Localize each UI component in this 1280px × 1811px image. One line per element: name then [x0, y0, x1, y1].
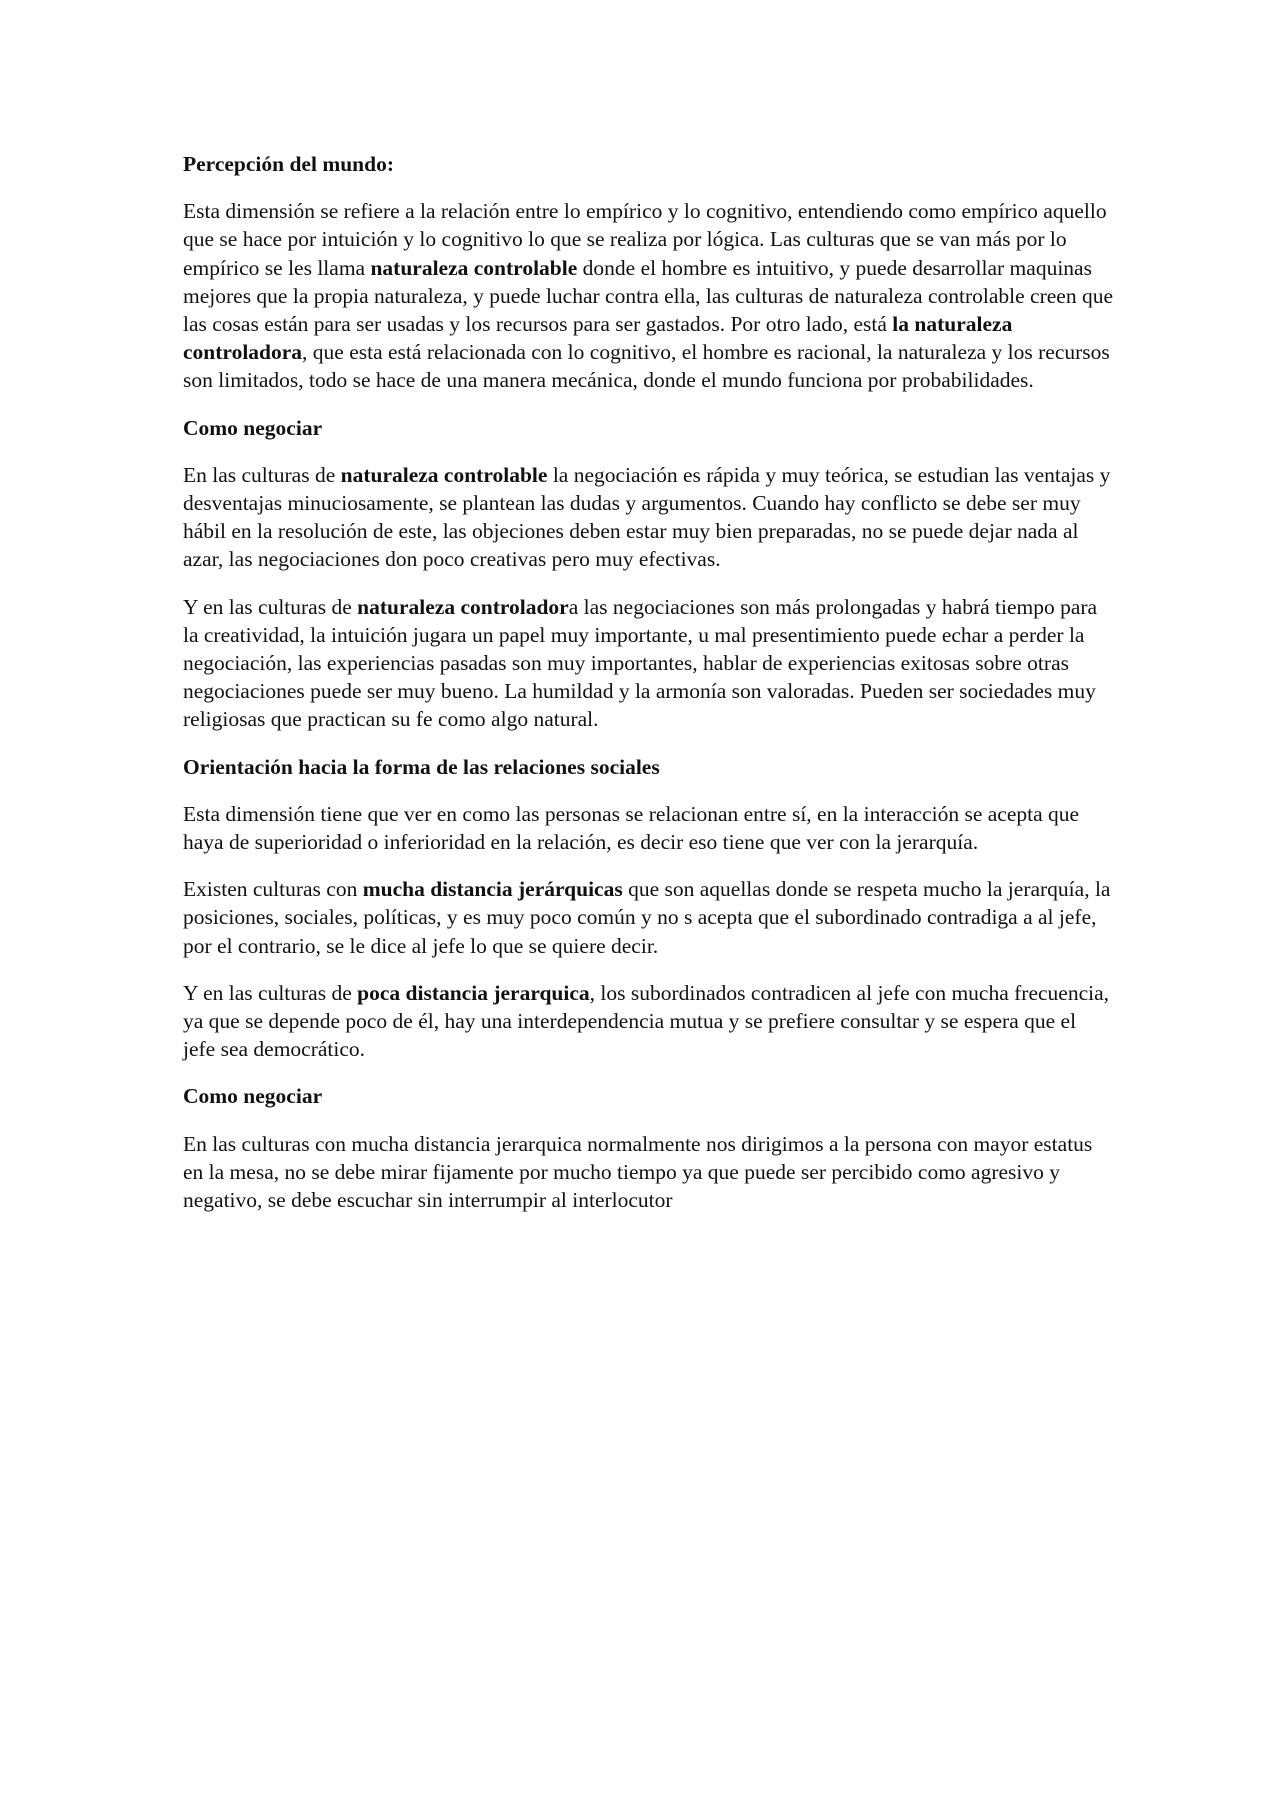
paragraph-text: que son aquellas donde se respeta mucho la jerarquía, la posiciones, sociales, políticas, y es muy poco común y no s acepta que el subordinado contradiga a al jefe, por el contrario, se le dice al jefe lo que se quiere decir. — [183, 877, 1111, 958]
section-heading: Como negociar — [183, 415, 323, 440]
bold-term: la naturaleza controladora — [183, 312, 1013, 365]
section-heading: Percepción del mundo: — [183, 152, 395, 176]
paragraph-text: , que esta está relacionada con lo cognitivo, el hombre es racional, la naturaleza y los recursos son limitados, todo se hace de una manera mecánica, donde el mundo funciona por probabilidades. — [183, 340, 1110, 393]
paragraph — [183, 197, 1113, 394]
paragraph-text: , los subordinados contradicen al jefe con mucha frecuencia, ya que se depende poco de él, hay una interdependencia mutua y se prefiere consultar y se espera que el jefe sea democrático. — [183, 980, 1110, 1062]
paragraph-text: Esta dimensión tiene que ver en como las personas se relacionan entre sí, en la interacción se acepta que haya de superioridad o inferioridad en la relación, es decir eso tiene que ver con la jerarquía. — [183, 801, 1080, 855]
bold-term: mucha distancia jerárquicas — [362, 877, 623, 902]
paragraph-text: Y en las culturas de — [183, 980, 358, 1005]
paragraph — [183, 461, 1113, 574]
paragraph-text: donde el hombre es intuitivo, y puede desarrollar maquinas mejores que la propia naturaleza, y puede luchar contra ella, las culturas de naturaleza controlable creen que las cosas están para ser usadas y los recursos para ser gastados. Por otro lado, está — [183, 255, 1114, 337]
paragraph-text: Y en las culturas de — [183, 594, 358, 619]
bold-term: naturaleza controlable — [370, 255, 578, 280]
section-heading: Como negociar — [183, 1084, 323, 1109]
bold-term: naturaleza controlable — [340, 462, 548, 487]
bold-term: naturaleza controlador — [357, 594, 569, 619]
paragraph-text: la negociación es rápida y muy teórica, se estudian las ventajas y desventajas minuciosamente, se plantean las dudas y argumentos. Cuando hay conflicto se debe ser muy hábil en la resolución de este, las objeciones deben estar muy bien preparadas, no se puede dejar nada al azar, las negociaciones don poco creativas pero muy efectivas. — [183, 462, 1111, 572]
paragraph — [183, 1130, 1113, 1215]
paragraph-text: Existen culturas con — [183, 877, 363, 902]
paragraph-text: En las culturas con mucha distancia jerarquica normalmente nos dirigimos a la persona con mayor estatus en la mesa, no se debe mirar fijamente por mucho tiempo ya que puede ser percibido como agresivo y negativo, se debe escuchar sin interrumpir al interlocutor — [183, 1131, 1093, 1213]
paragraph — [183, 593, 1113, 734]
paragraph — [183, 800, 1113, 856]
paragraph — [183, 979, 1113, 1064]
bold-term: poca distancia jerarquica — [357, 980, 590, 1005]
paragraph-text: a las negociaciones son más prolongadas y habrá tiempo para la creatividad, la intuición jugara un papel muy importante, u mal presentimiento puede echar a perder la negociación, las experiencias pasadas son muy importantes, hablar de experiencias exitosas sobre otras negociaciones puede ser muy bueno. La humildad y la armonía son valoradas. Pueden ser sociedades muy religiosas que practican su fe como algo natural. — [183, 594, 1098, 732]
section-heading: Orientación hacia la forma de las relaciones sociales — [183, 754, 660, 779]
paragraph-text: En las culturas de — [183, 462, 341, 487]
paragraph — [183, 875, 1113, 960]
document-page — [183, 150, 1113, 1233]
paragraph-text: Esta dimensión se refiere a la relación entre lo empírico y lo cognitivo, entendiendo como empírico aquello que se hace por intuición y lo cognitivo lo que se realiza por lógica. Las culturas que se van más por lo empírico se les llama — [183, 199, 1107, 280]
